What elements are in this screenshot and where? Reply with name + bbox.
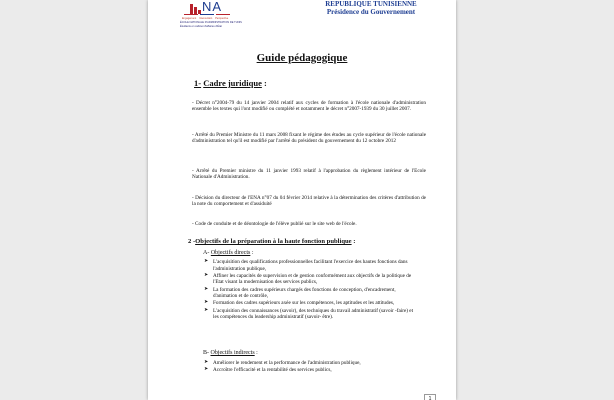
direct-objectives-list [204,259,418,321]
republic-name: REPUBLIQUE TUNISIENNE [325,0,417,8]
logo-school-name: ÉCOLE NATIONALE D'ADMINISTRATION DE TUNIS [180,21,242,24]
page-number-badge: 1 [424,394,436,400]
direct-objectives-suffix: : [250,250,254,256]
section-2-suffix: : [351,238,356,245]
indirect-objectives-heading [203,350,258,357]
logo-word: Engagement [182,17,197,20]
legal-paragraph: - Code de conduite et de déontologie de l'élève publié sur le site web de l'école. [192,221,357,227]
logo-stripe-red-2 [216,14,230,15]
indirect-objectives-suffix: : [254,350,258,356]
arrow-bullet-icon: ➤ [204,272,209,278]
logo-tagline: Étudiants en cabinet d'affaires d'État [180,25,222,28]
list-item-text: Améliorer le rendement et la performance de l'administration publique, [213,360,361,366]
list-item [204,259,418,272]
direct-objectives-heading [203,250,254,257]
legal-paragraph: - Décision du directeur de l'ENA n°07 du 04 février 2014 relative à la détermination des critères d'attribution de la note du comportement et d'assiduité [192,195,426,208]
document-page [148,0,456,400]
section-1-number: 1- [194,78,202,88]
logo-stripes [184,14,230,15]
arrow-bullet-icon: ➤ [204,259,209,264]
list-item [204,273,418,286]
logo-bar-2 [194,7,197,14]
section-1-heading [194,78,267,88]
indirect-objectives-list [204,360,418,374]
republic-header [306,0,436,16]
list-item [204,300,418,307]
logo-word: Intervention [199,17,213,20]
logo-stripe-blue [200,14,214,15]
presidency-name: Présidence du Gouvernement [326,8,416,16]
indirect-objectives-prefix: B- [203,350,211,356]
list-item-text: Formation des cadres supérieurs axée sur les compétences, les aptitudes et les attitudes, [213,300,395,307]
indirect-objectives-title: Objectifs indirects [210,350,255,356]
ena-logo [176,0,242,34]
section-1-suffix: : [261,78,267,88]
arrow-bullet-icon: ➤ [204,367,209,373]
logo-word: Perspective [215,17,229,20]
section-2-title: Objectifs de la préparation à la haute fonction publique [195,238,352,245]
arrow-bullet-icon: ➤ [204,300,209,306]
list-item [204,360,418,367]
logo-bar-1 [190,4,193,14]
direct-objectives-title: Objectifs directs [210,250,251,256]
list-item-text: Affiner les capacités de supervision et de gestion conformément aux objectifs de la politique de l'Etat visant la modernisation des services publics, [213,272,412,286]
list-item [204,287,418,300]
document-title: Guide pédagogique [256,52,348,64]
arrow-bullet-icon: ➤ [204,360,209,365]
legal-paragraph: - Décret n°2004-79 du 14 janvier 2004 relatif aux cycles de formation à l'école nationale d'administration ensemble les textes qui l'ont modifié ou complété et notamment le décret n°2007-1939 du 30 juillet 2007. [192,100,426,113]
arrow-bullet-icon: ➤ [204,307,209,313]
legal-paragraph: - Arrêté du Premier ministre du 11 janvier 1993 relatif à l'approbation du règlement intérieur de l'Ecole Nationale d'Administration. [192,168,426,181]
section-2-heading [188,238,355,245]
logo-letters: NA [202,0,223,14]
arrow-bullet-icon: ➤ [204,286,209,292]
section-1-title: Cadre juridique [203,78,262,88]
legal-paragraph: - Arrêté du Premier Ministre du 11 mars 2008 fixant le régime des études au cycle supérieur de l'école nationale d'administration tel qu'il est modifié par l'arrêté du président du gouvernement du 12 octobre 2012 [192,132,426,145]
logo-stripe-red [184,14,198,15]
list-item [204,308,418,321]
list-item-text: Accroître l'efficacité et la rentabilité des services publics, [213,367,332,374]
list-item-text: L'acquisition des qualifications professionnelles facilitant l'exercice des hautes fonctions dans l'administration publique, [213,259,408,272]
list-item [204,367,418,374]
list-item-text: La formation des cadres supérieurs chargés des fonctions de conception, d'encadrement, d'animation et de contrôle, [213,286,396,300]
list-item-text: L'acquisition des connaissances (savoir), des techniques du travail administratif (savoir -faire) et les compétences du leadership administratif (savoir- être). [213,307,414,321]
direct-objectives-prefix: A- [203,250,211,256]
section-2-number: 2 - [188,238,196,245]
logo-words [182,17,228,20]
ena-logo-mark [190,0,222,14]
